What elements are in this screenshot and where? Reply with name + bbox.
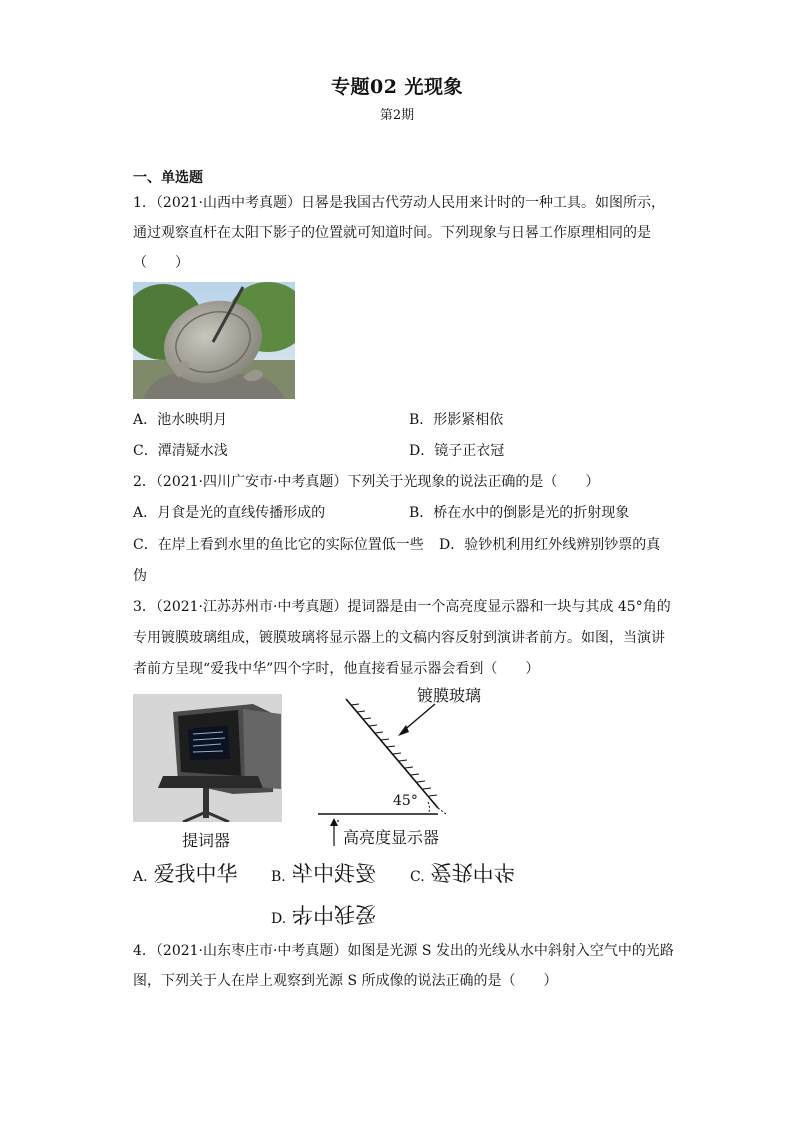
glass-label: 镀膜玻璃 xyxy=(417,686,482,705)
q3-option-b-text: 爱我中华 xyxy=(291,862,376,886)
teleprompter-caption: 提词器 xyxy=(182,831,231,850)
display-label: 高亮度显示器 xyxy=(343,828,440,847)
q3-option-d-text: 爱我中华 xyxy=(292,902,377,926)
q2-option-b[interactable]: B．桥在水中的倒影是光的折射现象 xyxy=(409,505,630,521)
q2-option-a[interactable]: A．月食是光的直线传播形成的 xyxy=(133,505,326,521)
teleprompter-image xyxy=(133,694,282,822)
q3-line-1: 3．（2021·江苏苏州市·中考真题）提词器是由一个高亮度显示器和一块与其成 45°角的 xyxy=(133,599,671,615)
q1-option-d[interactable]: D．镜子正衣冠 xyxy=(409,443,505,459)
q4-line-1: 4．（2021·山东枣庄市·中考真题）如图是光源 S 发出的光线从水中斜射入空气中的光路 xyxy=(133,943,674,959)
sundial-image xyxy=(133,282,295,399)
q3-option-c-letter: C. xyxy=(410,868,425,885)
q3-line-3: 者前方呈现“爱我中华”四个字时，他直接看显示器会看到（ ） xyxy=(133,661,540,677)
q1-option-b[interactable]: B．形影紧相依 xyxy=(409,412,504,428)
angle-label: 45° xyxy=(393,793,418,809)
angle-dash xyxy=(438,808,446,814)
q3-option-a[interactable] xyxy=(133,858,238,888)
glass-hatching xyxy=(351,704,437,796)
q2-option-c[interactable]: C．在岸上看到水里的鱼比它的实际位置低一些 xyxy=(133,537,424,553)
q3-option-d[interactable] xyxy=(271,900,376,930)
q1-line-3: （ ） xyxy=(133,255,189,271)
q1-line-1: 1．（2021·山西中考真题）日晷是我国古代劳动人民用来计时的一种工具。如图所示， xyxy=(133,195,665,211)
q3-option-c-text: 爱我中华 xyxy=(430,860,515,884)
display-pointer xyxy=(328,818,340,848)
sundial-photo xyxy=(133,282,295,399)
q3-option-b-letter: B. xyxy=(271,868,286,885)
page-subtitle: 第2期 xyxy=(379,108,415,123)
q3-option-a-text: 爱我中华 xyxy=(153,862,238,886)
q3-option-d-letter: D. xyxy=(271,910,287,927)
q2-option-d-continued: 伪 xyxy=(133,568,147,584)
q4-line-2: 图，下列关于人在岸上观察到光源 S 所成像的说法正确的是（ ） xyxy=(133,973,558,989)
q1-line-2: 通过观察直杆在太阳下影子的位置就可知道时间。下列现象与日晷工作原理相同的是 xyxy=(133,225,651,241)
page-title: 专题02 光现象 xyxy=(330,76,464,98)
q3-option-a-letter: A. xyxy=(133,868,148,885)
glass-line xyxy=(346,699,438,808)
q2-line-1: 2．（2021·四川广安市·中考真题）下列关于光现象的说法正确的是（ ） xyxy=(133,474,600,490)
section-title: 一、单选题 xyxy=(133,170,203,186)
angle-arc xyxy=(428,802,430,814)
q3-option-b[interactable] xyxy=(271,858,376,888)
teleprompter-photo xyxy=(133,694,282,822)
q2-option-d[interactable]: D．验钞机利用红外线辨别钞票的真 xyxy=(439,537,661,553)
q1-option-c[interactable]: C．潭清疑水浅 xyxy=(133,443,228,459)
q3-line-2: 专用镀膜玻璃组成，镀膜玻璃将显示器上的文稿内容反射到演讲者前方。如图，当演讲 xyxy=(133,630,665,646)
q1-option-a[interactable]: A．池水映明月 xyxy=(133,412,228,428)
q3-option-c[interactable] xyxy=(410,858,515,888)
